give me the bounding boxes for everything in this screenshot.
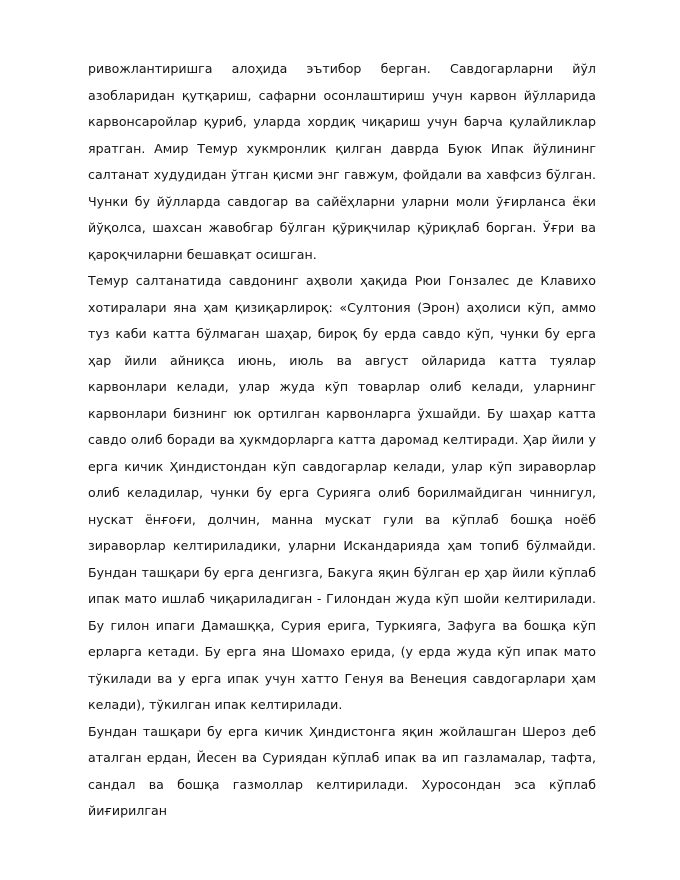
paragraph-shiraz-trade: Бундан ташқари бу ерга кичик Ҳиндистонга яқин жойлашган Шероз деб аталган ердан, Йесен ва Суриядан кўплаб ипак ва ип газламалар, тафта, сандал ва бошқа газмоллар келтирилади. Хуросондан эса кўплаб йиғирилган [88, 723, 596, 818]
paragraph-clavijo-memoirs: Темур салтанатида савдонинг аҳволи ҳақида Рюи Гонзалес де Клавихо хотиралари яна ҳам қизиқарлироқ: «Султония (Эрон) аҳолиси кўп, аммо туз каби катта бўлмаган шаҳар, бироқ бу ерда савдо кўп, чунки бу ерга ҳар йили айниқса июнь, июль ва август ойларида катта туялар карвонлари келади, улар жуда кўп товарлар олиб келади, уларнинг карвонлари бизнинг юк ортилган карвонларга ўхшайди. Бу шаҳар катта савдо олиб боради ва ҳукмдорларга катта даромад келтиради. Ҳар йили у ерга кичик Ҳиндистондан кўп савдогарлар келади, улар кўп зираворлар олиб келадилар, чунки бу ерга Сурияга олиб борилмайдиган чиннигул, нускат ёнғоғи, долчин, манна мускат гули ва кўплаб бошқа ноёб зираворлар келтириладики, уларни Искандарияда ҳам топиб бўлмайди. Бундан ташқари бу ерга денгизга, Бакуга яқин бўлган ер ҳар йили кўплаб ипак мато ишлаб чиқариладиган - Гилондан жуда кўп шойи келтирилади. Бу гилон ипаги Дамашққа, Сурия ерига, Туркияга, Зафуга ва бошқа кўп ерларга кетади. Бу ерга яна Шомахо ерида, (у ерда жуда кўп ипак мато тўкилади ва у ерга ипак учун хатто Генуя ва Венеция савдогарлари ҳам келади), тўкилган ипак келтирилади. [88, 273, 596, 712]
paragraph-caravan-safety: ривожлантиришга алоҳида эътибор берган. Савдогарларни йўл азобларидан қутқариш, сафарни осонлаштириш учун карвон йўлларида карвонсаройлар қуриб, уларда хордиқ чиқариш учун барча қулайликлар яратган. Амир Темур хукмронлик қилган даврда Буюк Ипак йўлининг салтанат худудидан ўтган қисми энг гавжум, фойдали ва хавфсиз бўлган. Чунки бу йўлларда савдогар ва сайёҳларни уларни моли ўғирланса ёки йўқолса, шахсан жавобгар бўлган қўриқчилар қўриқлаб борган. Ўғри ва қароқчиларни бешавқат осишган. [88, 61, 596, 262]
document-page [88, 56, 596, 825]
